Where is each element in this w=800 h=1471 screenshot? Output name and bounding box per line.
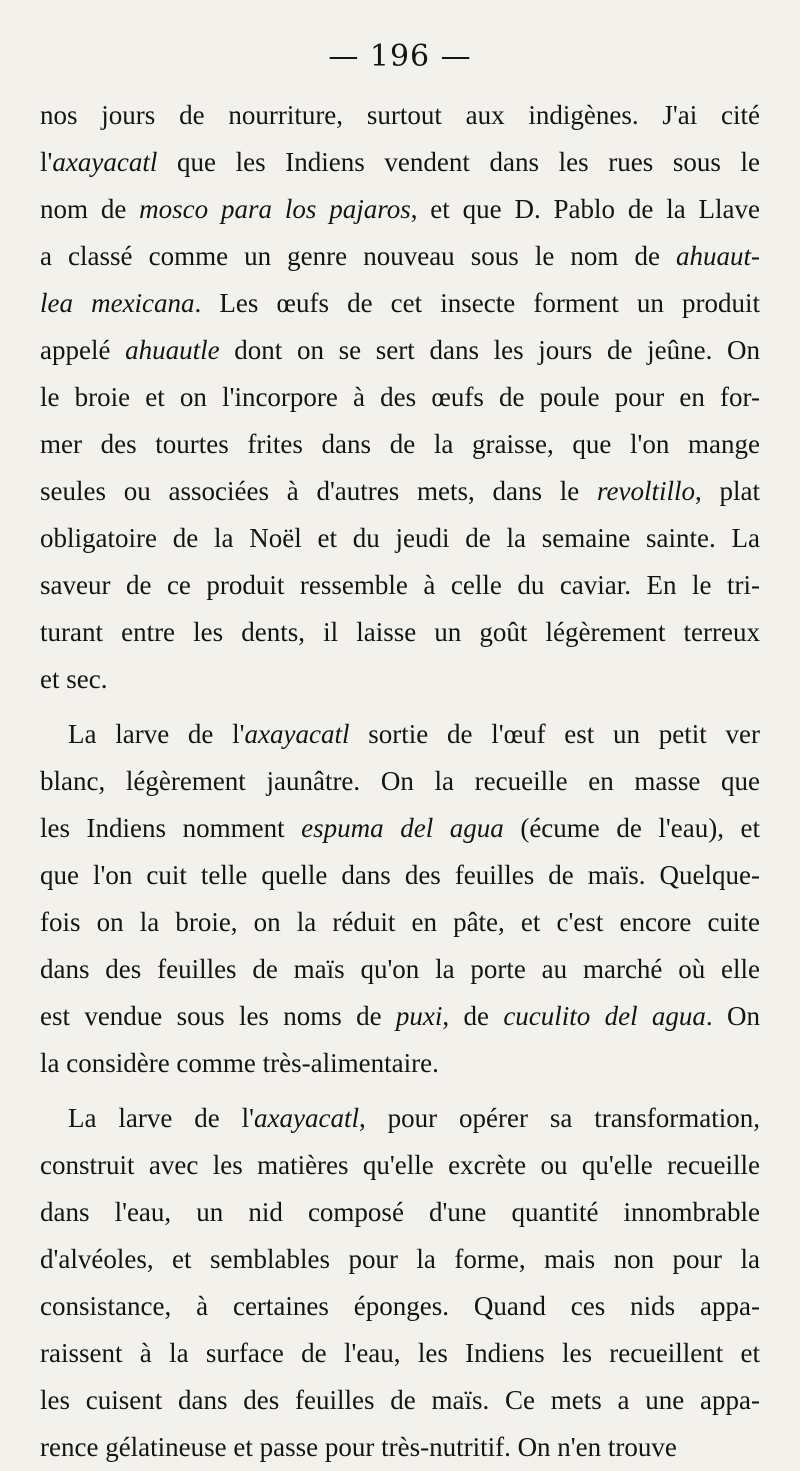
- text-run: que l'on cuit telle quelle dans des feuilles de maïs. Quelque-: [40, 860, 760, 890]
- text-line: [40, 421, 760, 468]
- italic-term: puxi: [395, 1001, 443, 1031]
- text-run: les cuisent dans des feuilles de maïs. Ce mets a une appa-: [40, 1385, 760, 1415]
- text-run: , et que D. Pablo de la Llave: [410, 194, 760, 224]
- text-run: sortie de l'œuf est un petit ver: [349, 719, 760, 749]
- italic-term: mosco para los pajaros: [139, 194, 411, 224]
- text-line: [40, 805, 760, 852]
- text-run: raissent à la surface de l'eau, les Indiens les recueillent et: [40, 1338, 760, 1368]
- italic-term: axayacatl: [244, 719, 350, 749]
- text-line: [40, 1424, 760, 1471]
- italic-term: lea mexicana: [40, 288, 195, 318]
- text-run: La larve de l': [68, 719, 245, 749]
- text-run: , de: [442, 1001, 504, 1031]
- italic-term: revoltillo: [597, 476, 695, 506]
- text-line: [40, 1330, 760, 1377]
- text-run: dans des feuilles de maïs qu'on la porte au marché où elle: [40, 954, 760, 984]
- text-run: d'alvéoles, et semblables pour la forme, mais non pour la: [40, 1244, 760, 1274]
- text-line: [40, 758, 760, 805]
- text-line: [40, 1189, 760, 1236]
- italic-term: ahuaut-: [676, 241, 760, 271]
- text-line: [40, 327, 760, 374]
- text-run: que les Indiens vendent dans les rues sous le: [157, 147, 760, 177]
- text-run: et sec.: [40, 664, 108, 694]
- text-run: les Indiens nomment: [40, 813, 302, 843]
- text-run: (écume de l'eau), et: [503, 813, 760, 843]
- text-line: [40, 1040, 760, 1087]
- text-line: [40, 139, 760, 186]
- text-run: dont on se sert dans les jours de jeûne. On: [219, 335, 760, 365]
- text-run: a classé comme un genre nouveau sous le nom de: [40, 241, 676, 271]
- text-line: [40, 515, 760, 562]
- text-line: [40, 993, 760, 1040]
- text-run: le broie et on l'incorpore à des œufs de poule pour en for-: [40, 382, 760, 412]
- italic-term: axayacatl: [52, 147, 158, 177]
- text-line: [40, 656, 760, 703]
- text-run: rence gélatineuse et passe pour très-nutritif. On n'en trouve: [40, 1432, 677, 1462]
- text-run: nom de: [40, 194, 140, 224]
- italic-term: cuculito del agua: [503, 1001, 706, 1031]
- text-line: [40, 374, 760, 421]
- text-run: obligatoire de la Noël et du jeudi de la semaine sainte. La: [40, 523, 760, 553]
- text-run: est vendue sous les noms de: [40, 1001, 396, 1031]
- paragraph-gap: [40, 1087, 760, 1095]
- paragraph-3: [40, 1095, 760, 1471]
- text-run: saveur de ce produit ressemble à celle du caviar. En le tri-: [40, 570, 760, 600]
- paragraph-1: [40, 92, 760, 703]
- text-run: appelé: [40, 335, 126, 365]
- text-run: dans l'eau, un nid composé d'une quantité innombrable: [40, 1197, 760, 1227]
- text-line: [40, 280, 760, 327]
- paragraph-gap: [40, 703, 760, 711]
- text-run: consistance, à certaines éponges. Quand ces nids appa-: [40, 1291, 760, 1321]
- text-run: blanc, légèrement jaunâtre. On la recueille en masse que: [40, 766, 760, 796]
- text-line: [40, 1142, 760, 1189]
- text-line: [40, 92, 760, 139]
- text-run: construit avec les matières qu'elle excrète ou qu'elle recueille: [40, 1150, 760, 1180]
- italic-term: espuma del agua: [301, 813, 504, 843]
- text-line: [40, 1283, 760, 1330]
- text-run: , pour opérer sa transformation,: [358, 1103, 760, 1133]
- text-line: [40, 1236, 760, 1283]
- text-run: . Les œufs de cet insecte forment un produit: [194, 288, 760, 318]
- text-run: mer des tourtes frites dans de la graisse, que l'on mange: [40, 429, 760, 459]
- text-run: La larve de l': [68, 1103, 255, 1133]
- text-line: [40, 468, 760, 515]
- italic-term: axayacatl: [254, 1103, 359, 1133]
- text-run: turant entre les dents, il laisse un goût légèrement terreux: [40, 617, 760, 647]
- text-line: [40, 711, 760, 758]
- text-run: . On: [705, 1001, 760, 1031]
- text-run: l': [40, 147, 53, 177]
- text-run: la considère comme très-alimentaire.: [40, 1048, 439, 1078]
- text-line: [40, 1095, 760, 1142]
- text-run: seules ou associées à d'autres mets, dans le: [40, 476, 598, 506]
- text-line: [40, 946, 760, 993]
- page-body-text: [40, 92, 760, 1471]
- text-line: [40, 233, 760, 280]
- text-run: fois on la broie, on la réduit en pâte, et c'est encore cuite: [40, 907, 760, 937]
- text-line: [40, 852, 760, 899]
- text-run: , plat: [695, 476, 760, 506]
- italic-term: ahuautle: [125, 335, 220, 365]
- text-run: nos jours de nourriture, surtout aux indigènes. J'ai cité: [40, 100, 760, 130]
- text-line: [40, 562, 760, 609]
- text-line: [40, 899, 760, 946]
- paragraph-2: [40, 711, 760, 1087]
- page-number: — 196 —: [328, 39, 472, 74]
- text-line: [40, 186, 760, 233]
- text-line: [40, 609, 760, 656]
- text-line: [40, 1377, 760, 1424]
